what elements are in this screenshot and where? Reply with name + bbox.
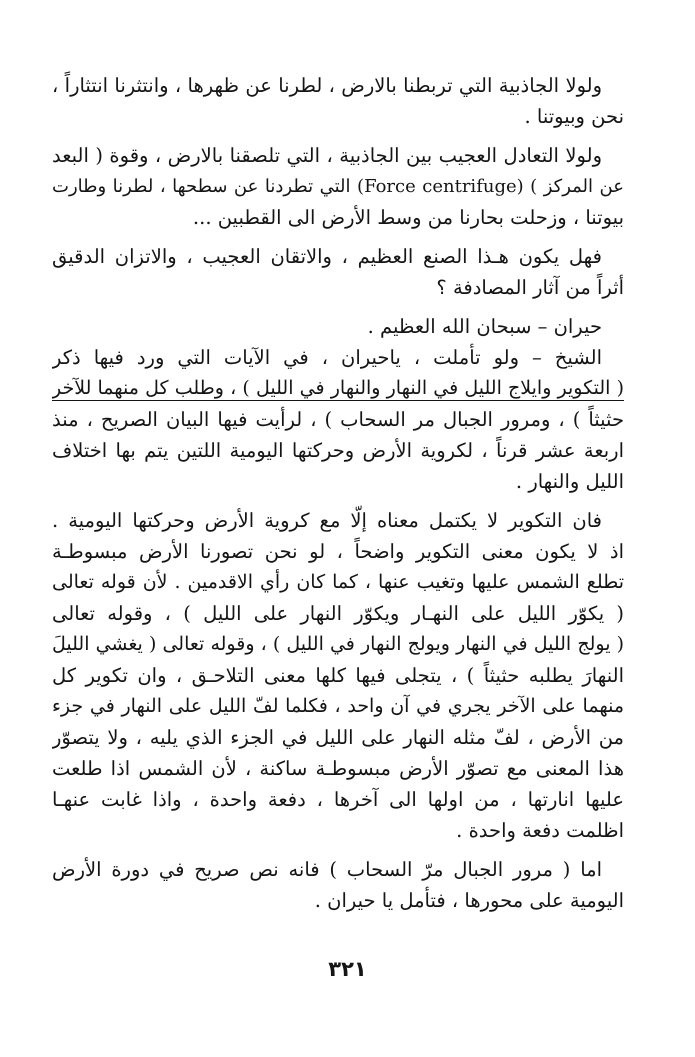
text-line: الشيخ – ولو تأملت ، ياحيران ، في الآيات التي ورد فيها ذكر [52, 346, 602, 369]
text-line: ولولا التعادل العجيب بين الجاذبية ، التي تلصقنا بالارض ، وقوة ( البعد [52, 144, 602, 167]
text-line: ولولا الجاذبية التي تربطنا بالارض ، لطرنا عن ظهرها ، وانتثرنا انتثاراً ، [52, 74, 602, 97]
text-line: منهما على الآخر يجري في آن واحد ، فكلما لفّ الليل على النهار في جزء [52, 695, 624, 717]
text-line: ( يولج الليل في النهار ويولج النهار في الليل ) ، وقوله تعالى ( يغشي الليلَ [52, 633, 624, 655]
text-line: اما ( مرور الجبال مرّ السحاب ) فانه نص صريح في دورة الأرض [52, 858, 602, 881]
text-line: فهل يكون هـذا الصنع العظيم ، والاتقان العجيب ، والاتزان الدقيق [52, 245, 602, 268]
text-line: اربعة عشر قرناً ، لكروية الأرض وحركتها اليومية اللتين يتم بها اختلاف [52, 439, 624, 462]
text-line: ( يكوّر الليل على النهـار ويكوّر النهار على الليل ) ، وقوله تعالى [52, 602, 624, 625]
text-line: فان التكوير لا يكتمل معناه إلّا مع كروية الأرض وحركتها اليومية . [52, 509, 602, 532]
text-line: من الأرض ، لفّ مثله النهار على الليل في الجزء الذي يليه ، ولا يتصوّر [52, 726, 624, 749]
text-line: النهارَ يطلبه حثيثاً ) ، يتجلى فيها كلها معنى التلاحـق ، وان تكوير كل [52, 664, 624, 687]
text-line: حثيثاً ) ، ومرور الجبال مر السحاب ) ، لرأيت فيها البيان الصريح ، منذ [52, 408, 624, 431]
page-body [52, 70, 624, 916]
text-line: الليل والنهار . [515, 470, 624, 493]
text-line: أثراً من آثار المصادفة ؟ [436, 276, 624, 299]
text-line: اليومية على محورها ، فتأمل يا حيران . [314, 889, 624, 912]
text-line: تطلع الشمس عليها وتغيب عنها ، كما كان رأي الاقدمين . لأن قوله تعالى [52, 571, 624, 593]
text-line: بيوتنا ، وزحلت بحارنا من وسط الأرض الى القطبين ... [192, 206, 624, 229]
text-line: اذ لا يكون معنى التكوير واضحاً ، لو نحن تصورنا الأرض مبسوطـة [52, 540, 624, 563]
page-number: ٣٢١ [328, 957, 367, 981]
text-line: ( التكوير وايلاج الليل في النهار والنهار في الليل ) ، وطلب كل منهما للآخر [52, 377, 624, 399]
text-line: هذا المعنى مع تصوّر الأرض مبسوطـة ساكنة ، لأن الشمس اذا طلعت [52, 757, 624, 780]
text-line: نحن وبيوتنا . [524, 105, 624, 128]
text-line: عليها انارتها ، من اولها الى آخرها ، دفعة واحدة ، واذا غابت عنهـا [52, 788, 624, 811]
text-line: اظلمت دفعة واحدة . [456, 819, 624, 842]
text-line: حيران – سبحان الله العظيم . [367, 315, 602, 338]
text-line: عن المركز ) (Force centrifuge) التي تطردنا عن سطحها ، لطرنا وطارت [52, 176, 624, 197]
